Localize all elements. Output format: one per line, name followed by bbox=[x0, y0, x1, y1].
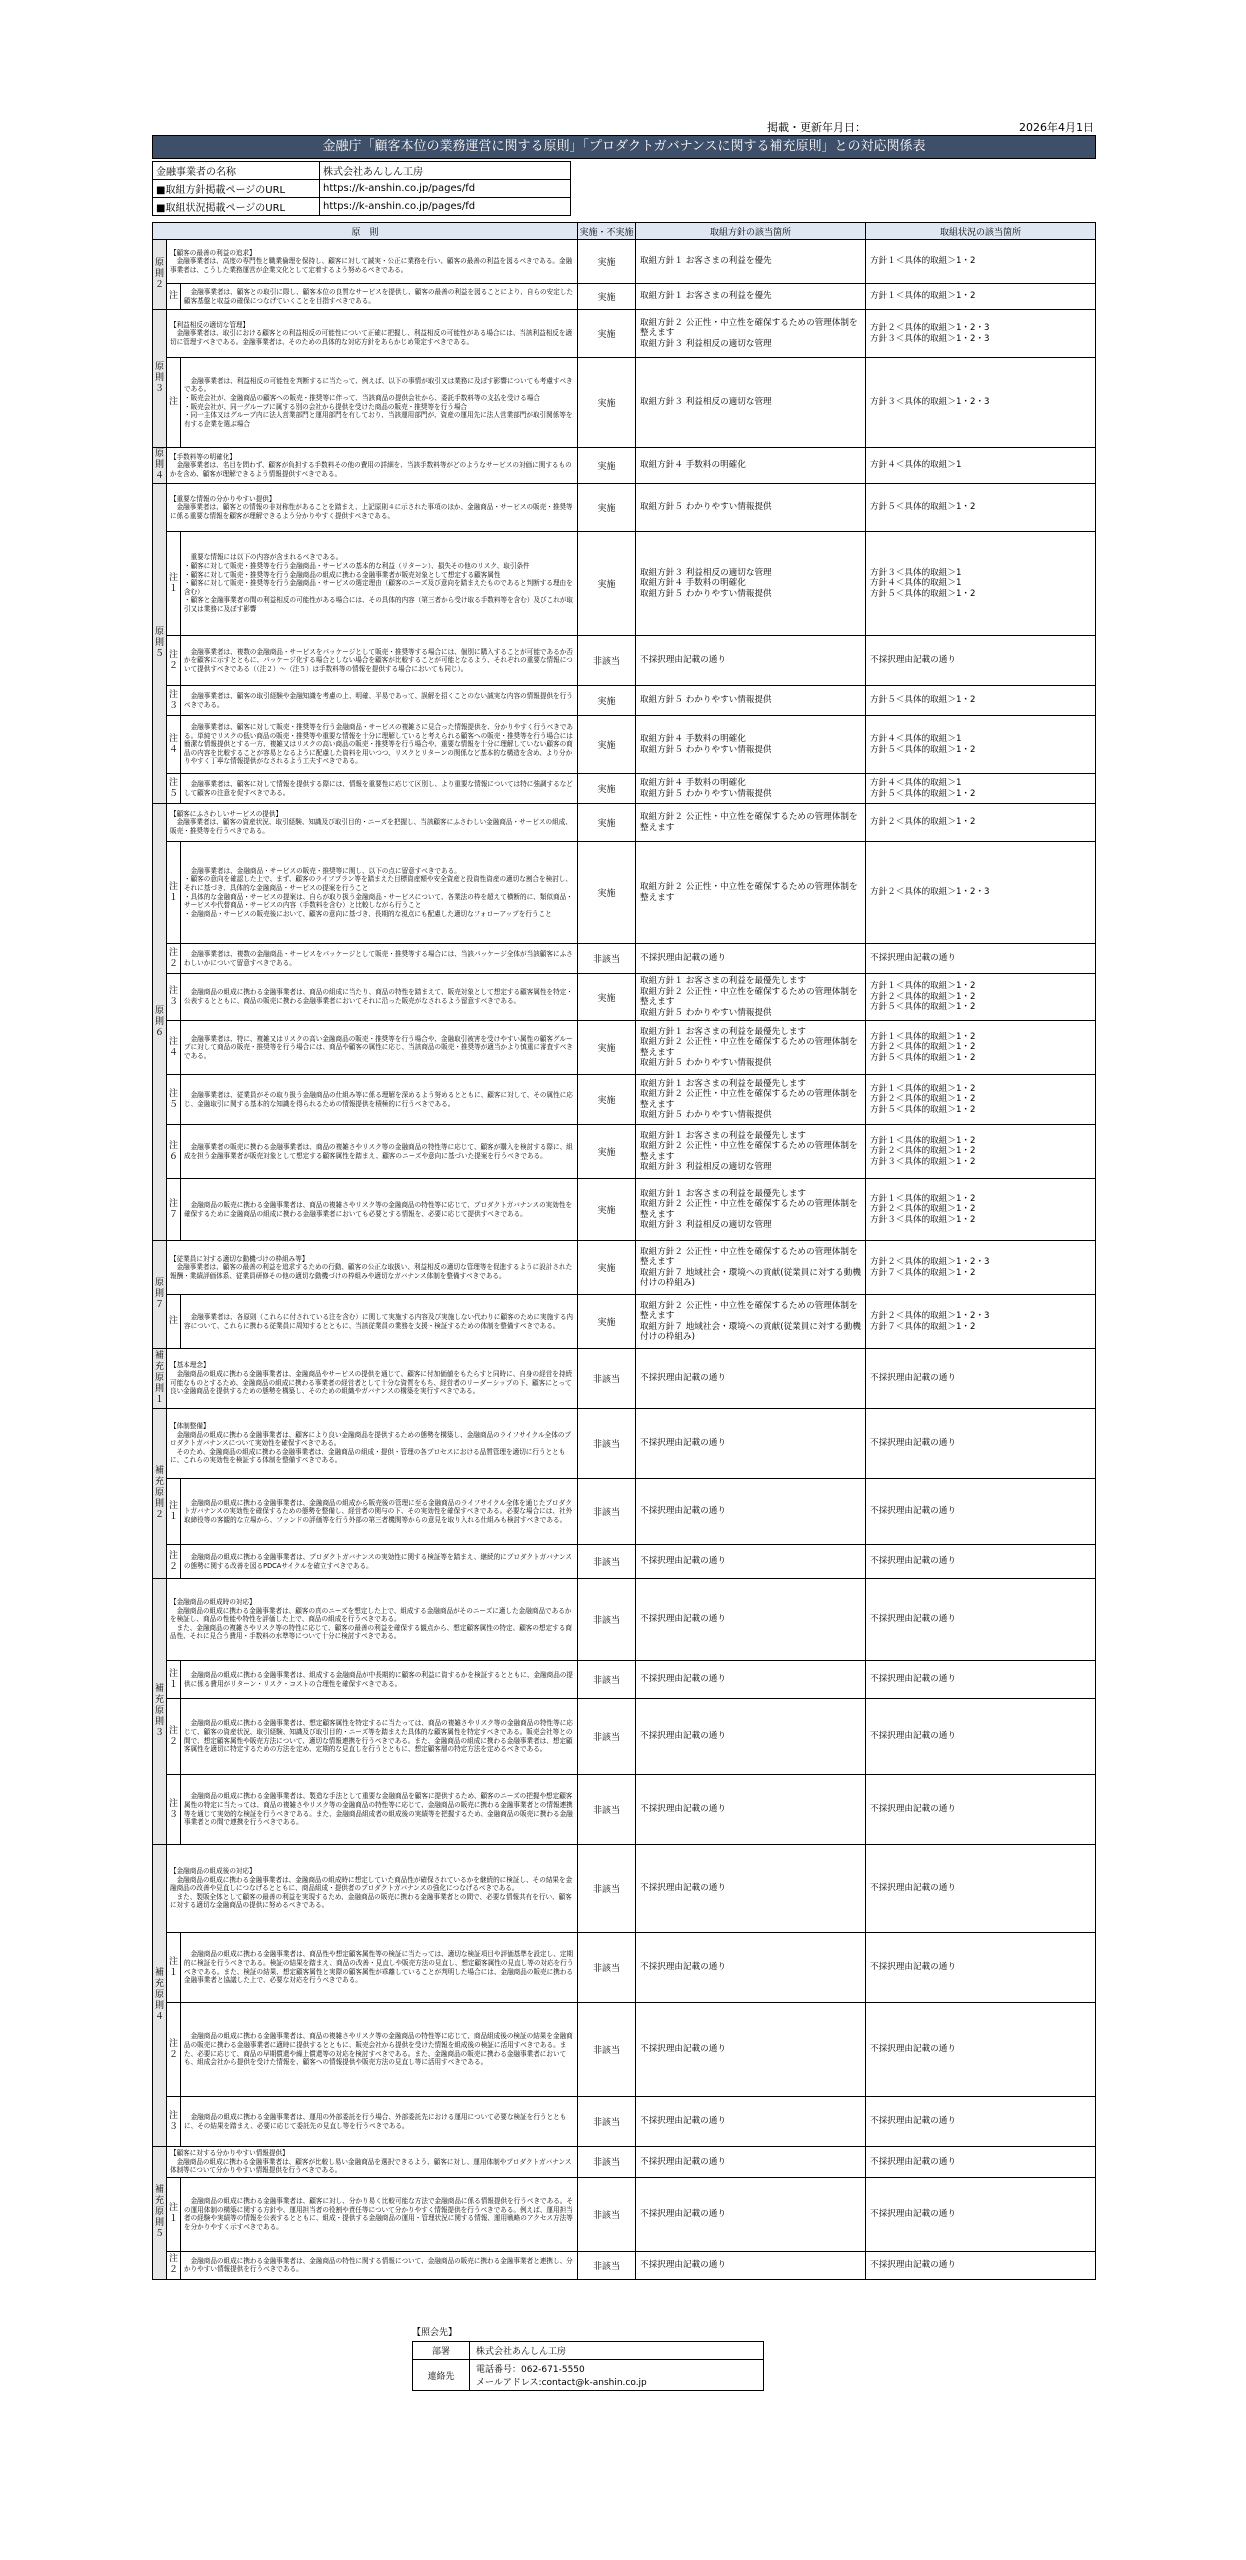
column-header-rule: 原 則 bbox=[153, 223, 578, 240]
rule-text: 【手数料等の明確化】 金融事業者は、名目を問わず、顧客が負担する手数料その他の費用の詳細を、当該手数料等がどのようなサービスの対価に関するものかを含め、顧客が理解できるよう情報提供すべきである。 bbox=[167, 448, 578, 484]
company-info-table bbox=[152, 161, 571, 216]
rule-text: 金融商品の組成に携わる金融事業者は、プロダクトガバナンスの実効性に関する検証等を踏まえ、継続的にプロダクトガバナンスの態勢に関する改善を図るPDCAサイクルを確立すべきである。 bbox=[181, 1545, 578, 1579]
rule-text: 金融商品の組成に携わる金融事業者は、商品性や想定顧客属性等の検証に当たっては、適切な検証項目や評価基準を設定し、定期的に検証を行うべきである。検証の結果を踏まえ、商品の改善・見直しや販売方法の見直し、想定顧客属性の見直し等の対応を行うべきである。また、検証の結果、想定顧客属性と実際の顧客属性が乖離していることが判明した場合には、金融商品の販売に携わる金融事業者と協議した上で、必要な対応を行うべきである。 bbox=[181, 1933, 578, 2003]
policy-cell: 不採択理由記載の通り bbox=[636, 1409, 866, 1479]
rule-group-label: 原則４ bbox=[153, 448, 167, 484]
rule-group-label: 原則３ bbox=[153, 310, 167, 448]
policy-cell: 取組方針１ お客さまの利益を最優先します 取組方針２ 公正性・中立性を確保するための管理体制を整えます 取組方針３ 利益相反の適切な管理 bbox=[636, 1125, 866, 1179]
situation-cell: 方針１＜具体的取組＞1・2 bbox=[866, 284, 1096, 310]
contact-row bbox=[413, 2342, 764, 2360]
note-label: 注５ bbox=[167, 1075, 181, 1125]
rule-text: 【重要な情報の分かりやすい提供】 金融事業者は、顧客との情報の非対称性があることを踏まえ、上記原則４に示された事項のほか、金融商品・サービスの販売・推奨等に係る重要な情報を顧客が理解できるよう分かりやすく提供すべきである。 bbox=[167, 484, 578, 532]
policy-cell: 取組方針２ 公正性・中立性を確保するための管理体制を整えます 取組方針３ 利益相反の適切な管理 bbox=[636, 310, 866, 358]
table-row bbox=[153, 1933, 1096, 2003]
rule-text: 【利益相反の適切な管理】 金融事業者は、取引における顧客との利益相反の可能性について正確に把握し、利益相反の可能性がある場合には、当該利益相反を適切に管理すべきである。金融事業者は、そのための具体的な対応方針をあらかじめ策定すべきである。 bbox=[167, 310, 578, 358]
contact-heading: 【照会先】 bbox=[412, 2328, 458, 2338]
status-cell: 非該当 bbox=[578, 2251, 636, 2279]
policy-cell: 取組方針５ わかりやすい情報提供 bbox=[636, 484, 866, 532]
status-cell: 実施 bbox=[578, 842, 636, 944]
rule-group-label: 原則２ bbox=[153, 240, 167, 310]
policy-cell: 不採択理由記載の通り bbox=[636, 1933, 866, 2003]
rule-text: 金融商品の組成に携わる金融事業者は、商品の組成に当たり、商品の特性を踏まえて、販売対象として想定する顧客属性を特定・公表するとともに、商品の販売に携わる金融事業者においてそれに沿った販売がなされるよう留意すべきである。 bbox=[181, 974, 578, 1021]
rule-text: 金融商品の組成に携わる金融事業者は、組成する金融商品が中長期的に顧客の利益に資するかを検証するとともに、金融商品の提供に係る費用がリターン・リスク・コストの合理性を確保すべきである。 bbox=[181, 1661, 578, 1699]
rule-group-label: 補充原則５ bbox=[153, 2147, 167, 2280]
table-header-row bbox=[153, 223, 1096, 240]
note-label: 注２ bbox=[167, 1699, 181, 1775]
rule-text: 金融事業者は、複数の金融商品・サービスをパッケージとして販売・推奨等する場合には、個別に購入することが可能であるか否かを顧客に示すとともに、パッケージ化する場合としない場合を顧客が比較することが可能となるよう、それぞれの重要な情報について提供すべきである（（注２）～（注５）は手数料等の情報を提供する場合においても同じ）。 bbox=[181, 636, 578, 686]
status-cell: 非該当 bbox=[578, 1579, 636, 1661]
info-row bbox=[153, 162, 571, 180]
policy-cell: 取組方針１ お客さまの利益を優先 bbox=[636, 240, 866, 284]
policy-cell: 不採択理由記載の通り bbox=[636, 1579, 866, 1661]
status-cell: 非該当 bbox=[578, 1699, 636, 1775]
note-label: 注５ bbox=[167, 774, 181, 804]
table-row bbox=[153, 636, 1096, 686]
policy-cell: 取組方針４ 手数料の明確化 取組方針５ わかりやすい情報提供 bbox=[636, 774, 866, 804]
rule-text: 金融事業者は、金融商品・サービスの販売・推奨等に関し、以下の点に留意すべきである。 ・顧客の意向を確認した上で、まず、顧客のライフプラン等を踏まえた目標資産額や安全資産と投資性資産の適切な割合を検討し、それに基づき、具体的な金融商品・サービスの提案を行うこと ・具体的な金融商品・サービスの提案は、自らが取り扱う金融商品・サービスについて、各業法の枠を超えて横断的に、類似商品・サービスや代替商品・サービスの内容（手数料を含む）と比較しながら行うこと ・金融商品・サービスの販売後において、顧客の意向に基づき、長期的な視点にも配慮した適切なフォローアップを行うこと bbox=[181, 842, 578, 944]
contact-value: 株式会社あんしん工房 bbox=[470, 2342, 764, 2360]
contact-value: 電話番号：062-671-5550 メールアドレス:contact@k-anshin.co.jp bbox=[470, 2360, 764, 2391]
status-cell: 実施 bbox=[578, 686, 636, 716]
table-row bbox=[153, 1661, 1096, 1699]
status-cell: 非該当 bbox=[578, 2177, 636, 2251]
situation-cell: 方針２＜具体的取組＞1・2 bbox=[866, 804, 1096, 842]
status-cell: 実施 bbox=[578, 1075, 636, 1125]
table-row bbox=[153, 484, 1096, 532]
status-cell: 実施 bbox=[578, 284, 636, 310]
rule-text: 金融事業者の販売に携わる金融事業者は、商品の複雑さやリスク等の金融商品の特性等に応じて、顧客が購入を検討する際に、組成を担う金融事業者が販売対象として想定する顧客属性を踏まえ、顧客のニーズや意向に基づいた提案を行うべきである。 bbox=[181, 1125, 578, 1179]
policy-cell: 不採択理由記載の通り bbox=[636, 1661, 866, 1699]
rule-text: 重要な情報には以下の内容が含まれるべきである。 ・顧客に対して販売・推奨等を行う金融商品・サービスの基本的な利益（リターン）、損失その他のリスク、取引条件 ・顧客に対して販売・推奨等を行う金融商品の組成に携わる金融事業者が販売対象として想定する顧客属性 ・顧客に対して販売・推奨等を行う金融商品・サービスの選定理由（顧客のニーズ及び意向を踏まえたものであると判断する理由を含む） ・顧客と金融事業者の間の利益相反の可能性がある場合には、その具体的内容（第三者から受け取る手数料等を含む）及びこれが取引又は業務に及ぼす影響 bbox=[181, 532, 578, 636]
status-cell: 実施 bbox=[578, 1125, 636, 1179]
situation-cell: 方針３＜具体的取組＞1・2・3 bbox=[866, 358, 1096, 448]
rule-text: 金融事業者は、各原則（これらに付されている注を含む）に関して実施する内容及び実施しない代わりに顧客のために実施する内容について、これらに携わる従業員に周知するとともに、当該従業員の業務を支援・検証するための体制を整備すべきである。 bbox=[181, 1295, 578, 1349]
policy-cell: 不採択理由記載の通り bbox=[636, 1845, 866, 1933]
situation-cell: 不採択理由記載の通り bbox=[866, 1579, 1096, 1661]
note-label: 注１ bbox=[167, 532, 181, 636]
rule-text: 【顧客の最善の利益の追求】 金融事業者は、高度の専門性と職業倫理を保持し、顧客に対して誠実・公正に業務を行い、顧客の最善の利益を図るべきである。金融事業者は、こうした業務運営が企業文化として定着するよう努めるべきである。 bbox=[167, 240, 578, 284]
rule-text: 金融商品の組成に携わる金融事業者は、顧客に対し、分かり易く比較可能な方法で金融商品に係る情報提供を行うべきである。その運用体制の構築に関する方針や、運用担当者の役割や責任等について分かりやすく情報提供を行うべきである。例えば、運用担当者の経験や実績等の情報を公表するとともに、組成・提供する金融商品の運用・管理状況に関する情報、運用戦略のアクセス方法等を分かりやすく示すべきである。 bbox=[181, 2177, 578, 2251]
policy-cell: 不採択理由記載の通り bbox=[636, 2003, 866, 2097]
rule-text: 金融事業者は、利益相反の可能性を判断するに当たって、例えば、以下の事情が取引又は業務に及ぼす影響についても考慮すべきである。 ・販売会社が、金融商品の顧客への販売・推奨等に伴って、当該商品の提供会社から、委託手数料等の支払を受ける場合 ・販売会社が、同一グループに属する別の会社から提供を受けた商品の販売・推奨等を行う場合 ・同一主体又はグループ内に法人営業部門と運用部門を有しており、当該運用部門が、資産の運用先に法人営業部門が取引関係等を有する企業を選ぶ場合 bbox=[181, 358, 578, 448]
table-row bbox=[153, 310, 1096, 358]
situation-cell: 不採択理由記載の通り bbox=[866, 2147, 1096, 2178]
policy-cell: 取組方針２ 公正性・中立性を確保するための管理体制を整えます bbox=[636, 842, 866, 944]
table-row bbox=[153, 1545, 1096, 1579]
situation-cell: 不採択理由記載の通り bbox=[866, 2177, 1096, 2251]
contact-key: 連絡先 bbox=[413, 2360, 470, 2391]
policy-cell: 不採択理由記載の通り bbox=[636, 1479, 866, 1545]
policy-cell: 不採択理由記載の通り bbox=[636, 1699, 866, 1775]
situation-cell: 方針１＜具体的取組＞1・2 bbox=[866, 240, 1096, 284]
situation-cell: 方針４＜具体的取組＞1 方針５＜具体的取組＞1・2 bbox=[866, 716, 1096, 774]
note-label: 注３ bbox=[167, 974, 181, 1021]
table-row bbox=[153, 1699, 1096, 1775]
status-cell: 非該当 bbox=[578, 1845, 636, 1933]
column-header-situation: 取組状況の該当箇所 bbox=[866, 223, 1096, 240]
situation-cell: 方針１＜具体的取組＞1・2 方針２＜具体的取組＞1・2 方針５＜具体的取組＞1・2 bbox=[866, 1075, 1096, 1125]
policy-cell: 不採択理由記載の通り bbox=[636, 2097, 866, 2147]
note-label: 注４ bbox=[167, 716, 181, 774]
situation-cell: 方針１＜具体的取組＞1・2 方針２＜具体的取組＞1・2 方針５＜具体的取組＞1・2 bbox=[866, 1021, 1096, 1075]
policy-cell: 取組方針１ お客さまの利益を最優先します 取組方針２ 公正性・中立性を確保するための管理体制を整えます 取組方針５ わかりやすい情報提供 bbox=[636, 1075, 866, 1125]
status-cell: 非該当 bbox=[578, 1349, 636, 1409]
rule-group-label: 原則５ bbox=[153, 484, 167, 804]
policy-cell: 不採択理由記載の通り bbox=[636, 2147, 866, 2178]
table-row bbox=[153, 1579, 1096, 1661]
info-key: ■取組状況掲載ページのURL bbox=[153, 198, 320, 216]
policy-cell: 不採択理由記載の通り bbox=[636, 636, 866, 686]
situation-cell: 不採択理由記載の通り bbox=[866, 1479, 1096, 1545]
situation-cell: 不採択理由記載の通り bbox=[866, 1545, 1096, 1579]
policy-cell: 不採択理由記載の通り bbox=[636, 1775, 866, 1845]
rule-text: 【金融商品の組成時の対応】 金融商品の組成に携わる金融事業者は、顧客の真のニーズを想定した上で、組成する金融商品がそのニーズに適した金融商品であるかを検証し、商品の性能や特性を評価した上で、商品の組成を行うべきである。 また、金融商品の複雑さやリスク等の特性に応じて、顧客の最善の利益を確保する観点から、想定顧客属性の特定、顧客の想定する商品性、それに見合う費用・手数料の水準等について十分に検討すべきである。 bbox=[167, 1579, 578, 1661]
table-row bbox=[153, 1125, 1096, 1179]
status-cell: 実施 bbox=[578, 1179, 636, 1241]
rule-text: 金融事業者は、顧客に対して販売・推奨等を行う金融商品・サービスの複雑さに見合った情報提供を、分かりやすく行うべきである。単純でリスクの低い商品の販売・推奨等や重要な情報を十分に理解していると考えられる顧客への販売・推奨等を行う場合には簡潔な情報提供とする一方、複雑又はリスクの高い商品の販売・推奨等を行う場合や、重要な情報を十分に理解していない顧客の商品の内容を比較することが容易となるように配慮した資料を用いつつ、リスクとリターンの関係など基本的な構造を含め、より分かりやすく丁寧な情報提供がなされるよう工夫すべきである。 bbox=[181, 716, 578, 774]
status-cell: 非該当 bbox=[578, 1545, 636, 1579]
note-label: 注２ bbox=[167, 2251, 181, 2279]
situation-cell: 方針５＜具体的取組＞1・2 bbox=[866, 484, 1096, 532]
status-cell: 非該当 bbox=[578, 2147, 636, 2178]
column-header-status: 実施・不実施 bbox=[578, 223, 636, 240]
situation-cell: 方針２＜具体的取組＞1・2・3 方針７＜具体的取組＞1・2 bbox=[866, 1295, 1096, 1349]
situation-cell: 不採択理由記載の通り bbox=[866, 2003, 1096, 2097]
rule-group-label: 補充原則４ bbox=[153, 1845, 167, 2147]
status-cell: 非該当 bbox=[578, 1661, 636, 1699]
rule-text: 金融商品の組成に携わる金融事業者は、金融商品の特性に関する情報について、金融商品の販売に携わる金融事業者と連携し、分かりやすい情報提供を行うべきである。 bbox=[181, 2251, 578, 2279]
status-cell: 非該当 bbox=[578, 636, 636, 686]
rule-text: 金融事業者は、複数の金融商品・サービスをパッケージとして販売・推奨等する場合には、当該パッケージ全体が当該顧客にふさわしいかについて留意すべきである。 bbox=[181, 944, 578, 974]
note-label: 注２ bbox=[167, 944, 181, 974]
situation-cell: 不採択理由記載の通り bbox=[866, 2097, 1096, 2147]
info-row bbox=[153, 198, 571, 216]
table-row bbox=[153, 2003, 1096, 2097]
situation-cell: 方針４＜具体的取組＞1 方針５＜具体的取組＞1・2 bbox=[866, 774, 1096, 804]
rule-text: 金融商品の販売に携わる金融事業者は、商品の複雑さやリスク等の金融商品の特性等に応じて、プロダクトガバナンスの実効性を確保するために金融商品の組成に携わる金融事業者においても必要とする情報を、必要に応じて提供すべきである。 bbox=[181, 1179, 578, 1241]
note-label: 注１ bbox=[167, 2177, 181, 2251]
table-row bbox=[153, 804, 1096, 842]
policy-cell: 取組方針１ お客さまの利益を優先 bbox=[636, 284, 866, 310]
status-cell: 非該当 bbox=[578, 1409, 636, 1479]
situation-cell: 方針５＜具体的取組＞1・2 bbox=[866, 686, 1096, 716]
table-row bbox=[153, 1295, 1096, 1349]
rule-text: 【顧客にふさわしいサービスの提供】 金融事業者は、顧客の資産状況、取引経験、知識及び取引目的・ニーズを把握し、当該顧客にふさわしい金融商品・サービスの組成、販売・推奨等を行うべきである。 bbox=[167, 804, 578, 842]
contact-key: 部署 bbox=[413, 2342, 470, 2360]
status-cell: 実施 bbox=[578, 358, 636, 448]
rule-text: 金融商品の組成に携わる金融事業者は、商品の複雑さやリスク等の金融商品の特性等に応じて、商品組成後の検証の結果を金融商品の販売に携わる金融事業者に適時に提供するとともに、販売会社から提供を受けた情報を組成後の検証に活用すべきである。また、必要に応じて、商品の早期償還や繰上償還等の対応を検討すべきである。また、金融商品の販売に携わる金融事業者においても、組成会社から提供を受けた情報を、顧客への情報提供や販売方法の見直し等に活用すべきである。 bbox=[181, 2003, 578, 2097]
status-cell: 実施 bbox=[578, 484, 636, 532]
table-row bbox=[153, 1179, 1096, 1241]
situation-cell: 不採択理由記載の通り bbox=[866, 1775, 1096, 1845]
rule-group-label: 原則７ bbox=[153, 1241, 167, 1349]
note-label: 注６ bbox=[167, 1125, 181, 1179]
situation-cell: 方針１＜具体的取組＞1・2 方針２＜具体的取組＞1・2 方針５＜具体的取組＞1・2 bbox=[866, 974, 1096, 1021]
situation-cell: 不採択理由記載の通り bbox=[866, 1661, 1096, 1699]
table-row bbox=[153, 240, 1096, 284]
table-row bbox=[153, 358, 1096, 448]
table-row bbox=[153, 944, 1096, 974]
rule-text: 金融商品の組成に携わる金融事業者は、金融商品の組成から販売後の管理に至る金融商品のライフサイクル全体を通じたプロダクトガバナンスの実効性を確保するための態勢を整備し、経営者の関与の下、その実効性を確保すべきである。必要な場合には、社外取締役等の客観的な立場から、ファンドの評価等を行う外部の第三者機関等からの意見を取り入れる仕組みも検討すべきである。 bbox=[181, 1479, 578, 1545]
table-row bbox=[153, 2147, 1096, 2178]
rule-text: 【基本理念】 金融商品の組成に携わる金融事業者は、金融商品やサービスの提供を通じて、顧客に付加価値をもたらすと同時に、自身の経営を持続可能なものとするため、金融商品の組成に携わる事業者の経営者として十分な資質をもち、経営者のリーダーシップの下、顧客にとって良い金融商品を提供するための態勢を構築し、そのための組織やガバナンスの構築を実行すべきである。 bbox=[167, 1349, 578, 1409]
policy-cell: 不採択理由記載の通り bbox=[636, 2177, 866, 2251]
table-row bbox=[153, 1349, 1096, 1409]
policy-cell: 不採択理由記載の通り bbox=[636, 2251, 866, 2279]
status-cell: 実施 bbox=[578, 804, 636, 842]
status-cell: 非該当 bbox=[578, 1933, 636, 2003]
note-label: 注１ bbox=[167, 842, 181, 944]
page-title: 金融庁「顧客本位の業務運営に関する原則」「プロダクトガバナンスに関する補充原則」との対応関係表 bbox=[152, 135, 1096, 159]
status-cell: 非該当 bbox=[578, 2003, 636, 2097]
table-row bbox=[153, 686, 1096, 716]
table-row bbox=[153, 1409, 1096, 1479]
rule-group-label: 補充原則３ bbox=[153, 1579, 167, 1845]
note-label: 注３ bbox=[167, 686, 181, 716]
situation-cell: 不採択理由記載の通り bbox=[866, 1409, 1096, 1479]
contact-box bbox=[412, 2325, 764, 2391]
table-row bbox=[153, 842, 1096, 944]
rule-text: 金融事業者は、顧客との取引に際し、顧客本位の良質なサービスを提供し、顧客の最善の利益を図ることにより、自らの安定した顧客基盤と収益の確保につなげていくことを目指すべきである。 bbox=[181, 284, 578, 310]
note-label: 注１ bbox=[167, 1479, 181, 1545]
column-header-policy: 取組方針の該当箇所 bbox=[636, 223, 866, 240]
status-cell: 実施 bbox=[578, 448, 636, 484]
policy-cell: 取組方針３ 利益相反の適切な管理 取組方針４ 手数料の明確化 取組方針５ わかりやすい情報提供 bbox=[636, 532, 866, 636]
policy-cell: 取組方針５ わかりやすい情報提供 bbox=[636, 686, 866, 716]
policy-cell: 不採択理由記載の通り bbox=[636, 1545, 866, 1579]
situation-cell: 方針２＜具体的取組＞1・2・3 方針３＜具体的取組＞1・2・3 bbox=[866, 310, 1096, 358]
situation-cell: 方針２＜具体的取組＞1・2・3 bbox=[866, 842, 1096, 944]
policy-cell: 不採択理由記載の通り bbox=[636, 1349, 866, 1409]
situation-cell: 不採択理由記載の通り bbox=[866, 636, 1096, 686]
note-label: 注３ bbox=[167, 1775, 181, 1845]
note-label: 注 bbox=[167, 1295, 181, 1349]
contact-table bbox=[412, 2341, 764, 2391]
status-cell: 非該当 bbox=[578, 2097, 636, 2147]
status-cell: 実施 bbox=[578, 532, 636, 636]
status-cell: 実施 bbox=[578, 774, 636, 804]
note-label: 注４ bbox=[167, 1021, 181, 1075]
info-key: ■取組方針掲載ページのURL bbox=[153, 180, 320, 198]
situation-cell: 不採択理由記載の通り bbox=[866, 1933, 1096, 2003]
note-label: 注１ bbox=[167, 1933, 181, 2003]
policy-cell: 取組方針１ お客さまの利益を最優先します 取組方針２ 公正性・中立性を確保するための管理体制を整えます 取組方針５ わかりやすい情報提供 bbox=[636, 1021, 866, 1075]
policy-cell: 取組方針１ お客さまの利益を最優先します 取組方針２ 公正性・中立性を確保するための管理体制を整えます 取組方針５ わかりやすい情報提供 bbox=[636, 974, 866, 1021]
status-cell: 非該当 bbox=[578, 1479, 636, 1545]
table-row bbox=[153, 716, 1096, 774]
table-row bbox=[153, 2251, 1096, 2279]
table-row bbox=[153, 532, 1096, 636]
status-cell: 非該当 bbox=[578, 1775, 636, 1845]
correspondence-table bbox=[152, 222, 1096, 2280]
date-label: 掲載・更新年月日： bbox=[767, 121, 866, 134]
status-cell: 実施 bbox=[578, 716, 636, 774]
rule-text: 金融商品の組成に携わる金融事業者は、製造な手法として重要な金融商品を顧客に提供するため、顧客のニーズの把握や想定顧客属性の特定に当たっては、商品の複雑さやリスク等の金融商品の特性等に応じて、金融商品の販売に携わる金融事業者との情報連携等を通じて実効的な検証を行うべきである。また、金融商品組成者の組成後の実績等を把握するため、金融商品の販売に携わる金融事業者との間で連携を行うべきである。 bbox=[181, 1775, 578, 1845]
note-label: 注２ bbox=[167, 2003, 181, 2097]
situation-cell: 方針２＜具体的取組＞1・2・3 方針７＜具体的取組＞1・2 bbox=[866, 1241, 1096, 1295]
rule-group-label: 原則６ bbox=[153, 804, 167, 1241]
rule-group-label: 補充原則１ bbox=[153, 1349, 167, 1409]
policy-cell: 取組方針１ お客さまの利益を最優先します 取組方針２ 公正性・中立性を確保するための管理体制を整えます 取組方針３ 利益相反の適切な管理 bbox=[636, 1179, 866, 1241]
policy-cell: 不採択理由記載の通り bbox=[636, 944, 866, 974]
policy-cell: 取組方針４ 手数料の明確化 取組方針５ わかりやすい情報提供 bbox=[636, 716, 866, 774]
table-row bbox=[153, 1241, 1096, 1295]
table-row bbox=[153, 1845, 1096, 1933]
rule-text: 【金融商品の組成後の対応】 金融商品の組成に携わる金融事業者は、金融商品の組成時に想定していた商品性が確保されているかを継続的に検証し、その結果を金融商品の改善や見直しにつなげるとともに、商品組成・提供者のプロダクトガバナンスの強化につなげるべきである。 また、製販全体として顧客の最善の利益を実現するため、金融商品の販売に携わる金融事業者との間で、必要な情報共有を行い、顧客に対する適切な金融商品の提供に努めるべきである。 bbox=[167, 1845, 578, 1933]
rule-group-label: 補充原則２ bbox=[153, 1409, 167, 1579]
status-cell: 実施 bbox=[578, 1241, 636, 1295]
policy-cell: 取組方針４ 手数料の明確化 bbox=[636, 448, 866, 484]
situation-cell: 不採択理由記載の通り bbox=[866, 1845, 1096, 1933]
table-row bbox=[153, 774, 1096, 804]
status-cell: 実施 bbox=[578, 1021, 636, 1075]
info-url-link[interactable]: https://k-anshin.co.jp/pages/fd bbox=[320, 180, 571, 198]
policy-cell: 取組方針２ 公正性・中立性を確保するための管理体制を整えます 取組方針７ 地域社会・環境への貢献(従業員に対する動機付けの枠組み) bbox=[636, 1241, 866, 1295]
status-cell: 実施 bbox=[578, 240, 636, 284]
table-row bbox=[153, 1479, 1096, 1545]
date-value: 2026年4月1日 bbox=[1019, 121, 1094, 134]
situation-cell: 不採択理由記載の通り bbox=[866, 944, 1096, 974]
table-row bbox=[153, 448, 1096, 484]
rule-text: 金融商品の組成に携わる金融事業者は、運用の外部委託を行う場合、外部委託先における運用について必要な検証を行うとともに、その結果を踏まえ、必要に応じて委託先の見直し等を行うべきである。 bbox=[181, 2097, 578, 2147]
note-label: 注７ bbox=[167, 1179, 181, 1241]
status-cell: 実施 bbox=[578, 310, 636, 358]
policy-cell: 取組方針３ 利益相反の適切な管理 bbox=[636, 358, 866, 448]
rule-text: 金融商品の組成に携わる金融事業者は、想定顧客属性を特定するに当たっては、商品の複雑さやリスク等の金融商品の特性等に応じて、顧客の資産状況、取引経験、知識及び取引目的・ニーズ等を踏まえた具体的な顧客属性を特定すべきである。販売会社等との間で、想定顧客属性や販売方法について、適切な情報連携を行うべきである。また、金融商品の組成に携わる金融事業者は、想定顧客属性を適切に特定するための方法を定め、定期的な見直しを行うとともに、想定顧客層の特定方法を定めるべきである。 bbox=[181, 1699, 578, 1775]
table-body bbox=[153, 240, 1096, 2280]
status-cell: 実施 bbox=[578, 1295, 636, 1349]
situation-cell: 不採択理由記載の通り bbox=[866, 1699, 1096, 1775]
info-url-link[interactable]: https://k-anshin.co.jp/pages/fd bbox=[320, 198, 571, 216]
contact-row bbox=[413, 2360, 764, 2391]
table-row bbox=[153, 1021, 1096, 1075]
table-row bbox=[153, 2097, 1096, 2147]
situation-cell: 方針４＜具体的取組＞1 bbox=[866, 448, 1096, 484]
table-row bbox=[153, 1775, 1096, 1845]
rule-text: 金融事業者は、顧客の取引経験や金融知識を考慮の上、明確、平易であって、誤解を招くことのない誠実な内容の情報提供を行うべきである。 bbox=[181, 686, 578, 716]
rule-text: 【顧客に対する分かりやすい情報提供】 金融商品の組成に携わる金融事業者は、顧客が比較し易い金融商品を選択できるよう、顧客に対し、運用体制やプロダクトガバナンス体制等について分かりやすい情報提供を行うべきである。 bbox=[167, 2147, 578, 2178]
status-cell: 実施 bbox=[578, 974, 636, 1021]
situation-cell: 方針１＜具体的取組＞1・2 方針２＜具体的取組＞1・2 方針３＜具体的取組＞1・2 bbox=[866, 1179, 1096, 1241]
rule-text: 金融事業者は、従業員がその取り扱う金融商品の仕組み等に係る理解を深めるよう努めるとともに、顧客に対して、その属性に応じ、金融取引に関する基本的な知識を得られるための情報提供を積極的に行うべきである。 bbox=[181, 1075, 578, 1125]
situation-cell: 不採択理由記載の通り bbox=[866, 1349, 1096, 1409]
situation-cell: 方針１＜具体的取組＞1・2 方針２＜具体的取組＞1・2 方針３＜具体的取組＞1・2 bbox=[866, 1125, 1096, 1179]
rule-text: 金融事業者は、顧客に対して情報を提供する際には、情報を重要性に応じて区別し、より重要な情報については特に強調するなどして顧客の注意を促すべきである。 bbox=[181, 774, 578, 804]
table-row bbox=[153, 1075, 1096, 1125]
situation-cell: 方針３＜具体的取組＞1 方針４＜具体的取組＞1 方針５＜具体的取組＞1・2 bbox=[866, 532, 1096, 636]
table-row bbox=[153, 974, 1096, 1021]
note-label: 注 bbox=[167, 284, 181, 310]
policy-cell: 取組方針２ 公正性・中立性を確保するための管理体制を整えます bbox=[636, 804, 866, 842]
note-label: 注１ bbox=[167, 1661, 181, 1699]
info-value: 株式会社あんしん工房 bbox=[320, 162, 571, 180]
table-row bbox=[153, 2177, 1096, 2251]
rule-text: 【従業員に対する適切な動機づけの枠組み等】 金融事業者は、顧客の最善の利益を追求するための行動、顧客の公正な取扱い、利益相反の適切な管理等を促進するように設計された報酬・業績評価体系、従業員研修その他の適切な動機づけの枠組みや適切なガバナンス体制を整備すべきである。 bbox=[167, 1241, 578, 1295]
disclosure-sheet bbox=[152, 119, 1096, 2280]
note-label: 注２ bbox=[167, 636, 181, 686]
info-row bbox=[153, 180, 571, 198]
note-label: 注 bbox=[167, 358, 181, 448]
date-row bbox=[152, 119, 1096, 135]
status-cell: 非該当 bbox=[578, 944, 636, 974]
situation-cell: 不採択理由記載の通り bbox=[866, 2251, 1096, 2279]
note-label: 注２ bbox=[167, 1545, 181, 1579]
info-key: 金融事業者の名称 bbox=[153, 162, 320, 180]
rule-text: 金融事業者は、特に、複雑又はリスクの高い金融商品の販売・推奨等を行う場合や、金融取引被害を受けやすい属性の顧客グループに対して商品の販売・推奨等を行う場合には、商品や顧客の属性に応じ、当該商品の販売・推奨等が適当かより慎重に審査すべきである。 bbox=[181, 1021, 578, 1075]
note-label: 注３ bbox=[167, 2097, 181, 2147]
table-row bbox=[153, 284, 1096, 310]
policy-cell: 取組方針２ 公正性・中立性を確保するための管理体制を整えます 取組方針７ 地域社会・環境への貢献(従業員に対する動機付けの枠組み) bbox=[636, 1295, 866, 1349]
rule-text: 【体制整備】 金融商品の組成に携わる金融事業者は、顧客により良い金融商品を提供するための態勢を構築し、金融商品のライフサイクル全体のプロダクトガバナンスについて実効性を確保すべきである。 そのため、金融商品の組成に携わる金融事業者は、金融商品の組成・提供・管理の各プロセスにおける品質管理を適切に行うとともに、これらの実効性を検証する体制を整備すべきである。 bbox=[167, 1409, 578, 1479]
